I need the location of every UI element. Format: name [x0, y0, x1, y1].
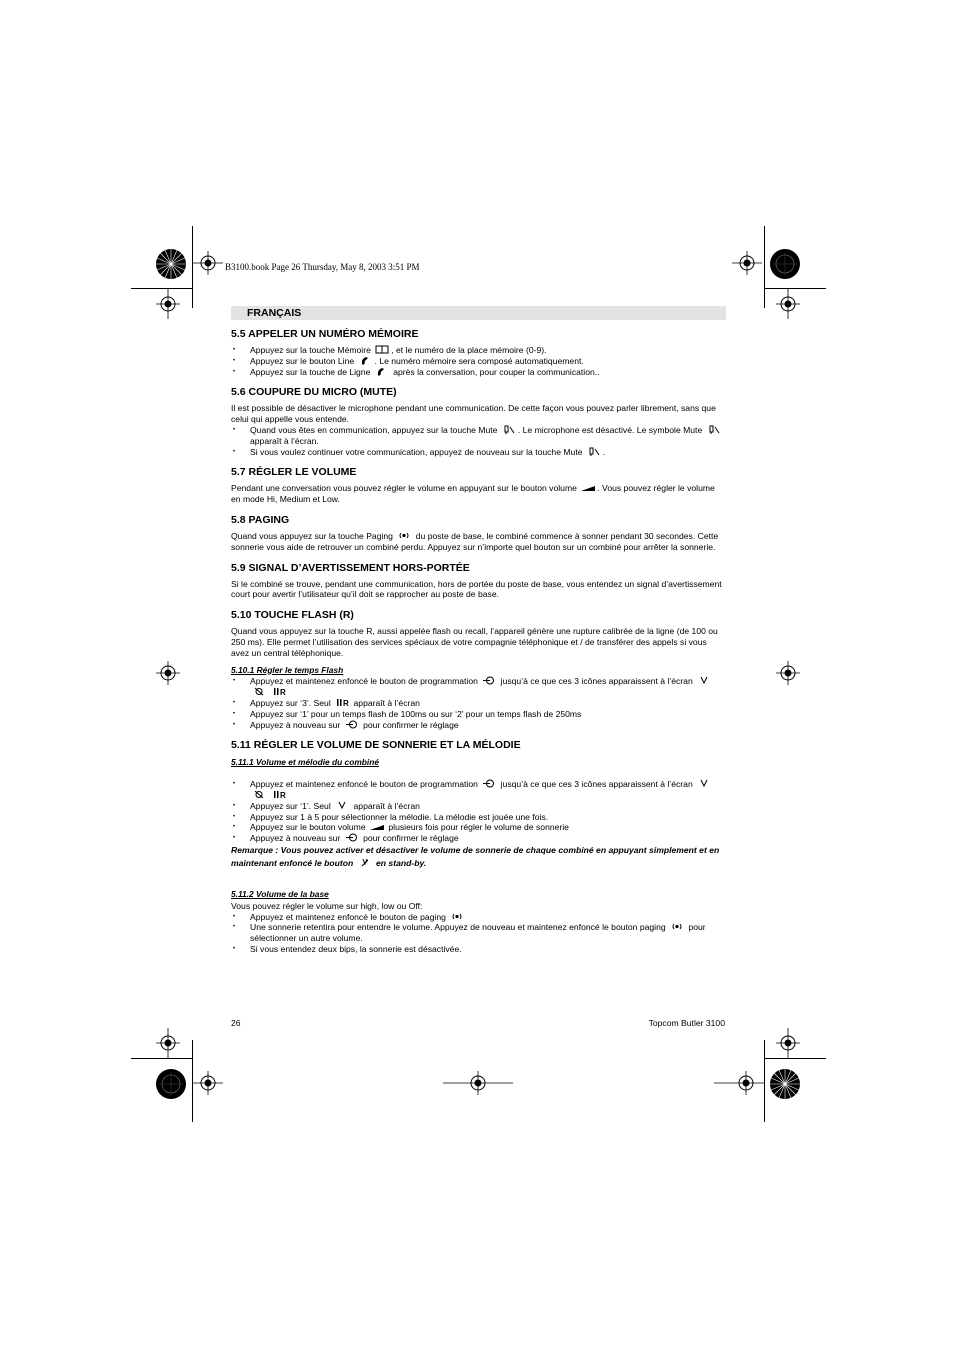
list-item: • Quand vous êtes en communication, appuyez sur la touche Mute . Le microphone est désactivé. Le symbole Mute apparaît à l’écran. — [231, 425, 726, 447]
flash-r-icon — [335, 698, 349, 707]
bell-off-icon — [335, 801, 349, 810]
paragraph: Il est possible de désactiver le microphone pendant une communication. De cette façon vous pouvez parler librement, sans que celui qui appelle vous entende. — [231, 403, 716, 425]
starburst-mark-tl — [155, 248, 187, 280]
flash-r-icon — [272, 790, 286, 799]
handset-icon — [375, 367, 389, 376]
section-title: 5.6 COUPURE DU MICRO (MUTE) — [231, 386, 397, 399]
remark-note: Remarque : Vous pouvez activer et désactiver le volume de sonnerie de chaque combiné en appuyant simplement et en maintenant enfoncé le bouton en stand-by. — [231, 844, 720, 869]
section-title: 5.8 PAGING — [231, 513, 290, 526]
handset-icon — [359, 356, 373, 365]
volume-icon — [370, 822, 384, 831]
crosshair-mark — [156, 1028, 180, 1058]
mute-icon — [587, 447, 601, 456]
svg-text:R: R — [280, 790, 287, 799]
crosshair-mark — [193, 1071, 223, 1095]
paragraph: Pendant une conversation vous pouvez régler le volume en appuyant sur le bouton volume . Vous pouvez régler le volume en mode Hi, Medium et Low. — [231, 483, 715, 505]
paging-icon — [670, 922, 684, 931]
list-item: • Si vous voulez continuer votre communication, appuyez de nouveau sur la touche Mute . — [231, 447, 726, 458]
list-item: • Appuyez à nouveau sur pour confirmer le réglage — [231, 833, 726, 844]
program-key-icon — [345, 720, 359, 729]
crosshair-mark — [732, 251, 762, 275]
page-number: 26 — [231, 1018, 241, 1028]
paging-icon — [397, 531, 411, 540]
list-item: • Appuyez et maintenez enfoncé le bouton de paging — [231, 912, 726, 923]
bell-off-icon — [697, 779, 711, 788]
flash-r-icon — [272, 687, 286, 696]
mute-icon — [502, 425, 516, 434]
ringer-off-icon — [358, 858, 372, 867]
section-5-8 — [231, 514, 726, 553]
section-5-10 — [231, 609, 726, 730]
crosshair-mark — [443, 1071, 513, 1095]
paragraph: Quand vous appuyez sur la touche R, aussi appelée flash ou recall, l’appareil génère une rupture calibrée de la ligne (de 100 ou 250 ms). Elle permet l’utilisation des services spéciaux de votre compagnie téléphonique et / de transférer des appels si vous avez un central téléphonique. — [231, 626, 718, 658]
section-title: 5.7 RÉGLER LE VOLUME — [231, 466, 357, 479]
list-item: • Appuyez sur le bouton Line . Le numéro mémoire sera composé automatiquement. — [231, 356, 726, 367]
section-title: 5.10 TOUCHE FLASH (R) — [231, 609, 354, 622]
list-item: • Une sonnerie retentira pour entendre le volume. Appuyez de nouveau et maintenez enfoncé le bouton paging pour sélectionner un autre volume. — [231, 922, 726, 944]
section-5-7 — [231, 466, 726, 505]
print-meta-line: B3100.book Page 26 Thursday, May 8, 2003 3:51 PM — [225, 262, 420, 272]
list-item: • Appuyez à nouveau sur pour confirmer le réglage — [231, 720, 726, 731]
program-key-icon — [345, 833, 359, 842]
section-5-6 — [231, 386, 726, 457]
starburst-mark-bl — [155, 1068, 187, 1100]
volume-icon — [581, 483, 595, 492]
crosshair-mark — [776, 289, 800, 319]
list-item: • Appuyez sur la touche de Ligne après la conversation, pour couper la communication.. — [231, 367, 726, 378]
crosshair-mark — [776, 661, 800, 685]
crosshair-mark — [776, 1028, 800, 1058]
page-content — [231, 328, 726, 964]
svg-text:R: R — [280, 688, 287, 697]
starburst-mark-br — [769, 1068, 801, 1100]
crosshair-mark — [193, 251, 223, 275]
crosshair-mark — [156, 661, 180, 685]
paragraph: Vous pouvez régler le volume sur high, low ou Off: — [231, 900, 423, 911]
memory-book-icon — [375, 345, 389, 354]
paragraph: Si le combiné se trouve, pendant une communication, hors de portée du poste de base, vous entendez un signal d’avertissement court pour avertir l’utilisateur qu’il doit se rapprocher au poste de base. — [231, 578, 722, 600]
paragraph: Quand vous appuyez sur la touche Paging du poste de base, le combiné commence à sonner pendant 30 secondes. Cette sonnerie vous aide de retrouver un combiné perdu. Appuyez sur n’importe quel bouton sur un combiné pour arrêter la sonnerie. — [231, 530, 719, 552]
section-title: 5.5 APPELER UN NUMÉRO MÉMOIRE — [231, 328, 419, 340]
list-item: • Appuyez sur 1 à 5 pour sélectionner la mélodie. La mélodie est jouée une fois. — [231, 812, 726, 823]
section-5-11 — [231, 739, 726, 954]
subsection-title: 5.11.1 Volume et mélodie du combiné — [231, 757, 379, 768]
crosshair-mark — [156, 289, 180, 319]
starburst-mark-tr — [769, 248, 801, 280]
subsection-title: 5.10.1 Régler le temps Flash — [231, 664, 344, 675]
phone-ring-icon — [252, 790, 266, 799]
list-item: • Appuyez sur ‘1’ pour un temps flash de 100ms ou sur ‘2’ pour un temps flash de 250ms — [231, 709, 726, 720]
subsection-title: 5.11.2 Volume de la base — [231, 888, 329, 899]
list-item: • Appuyez sur ‘1’. Seul apparaît à l’écran — [231, 801, 726, 812]
phone-ring-icon — [252, 687, 266, 696]
section-title: 5.11 RÉGLER LE VOLUME DE SONNERIE ET LA MÉLODIE — [231, 739, 521, 752]
language-label: FRANÇAIS — [247, 307, 302, 319]
list-item: • Appuyez et maintenez enfoncé le bouton de programmation jusqu’à ce que ces 3 icônes apparaissent à l’écran R — [231, 779, 726, 801]
section-title: 5.9 SIGNAL D’AVERTISSEMENT HORS-PORTÉE — [231, 561, 470, 574]
list-item: • Appuyez sur ‘3’. Seul R apparaît à l’écran — [231, 698, 726, 709]
product-name: Topcom Butler 3100 — [648, 1018, 725, 1028]
list-item: • Appuyez sur le bouton volume plusieurs fois pour régler le volume de sonnerie — [231, 822, 726, 833]
bell-off-icon — [697, 676, 711, 685]
list-item: • Si vous entendez deux bips, la sonnerie est désactivée. — [231, 944, 726, 955]
list-item: • Appuyez sur la touche Mémoire , et le numéro de la place mémoire (0-9). — [231, 345, 726, 356]
paging-icon — [450, 912, 464, 921]
section-5-5 — [231, 328, 726, 377]
list-item: • Appuyez et maintenez enfoncé le bouton de programmation jusqu’à ce que ces 3 icônes apparaissent à l’écran R — [231, 676, 726, 698]
language-bar — [231, 306, 726, 320]
mute-icon — [707, 425, 721, 434]
program-key-icon — [482, 779, 496, 788]
crosshair-mark — [714, 1071, 764, 1095]
section-5-9 — [231, 562, 726, 601]
svg-text:R: R — [343, 698, 349, 707]
program-key-icon — [482, 676, 496, 685]
